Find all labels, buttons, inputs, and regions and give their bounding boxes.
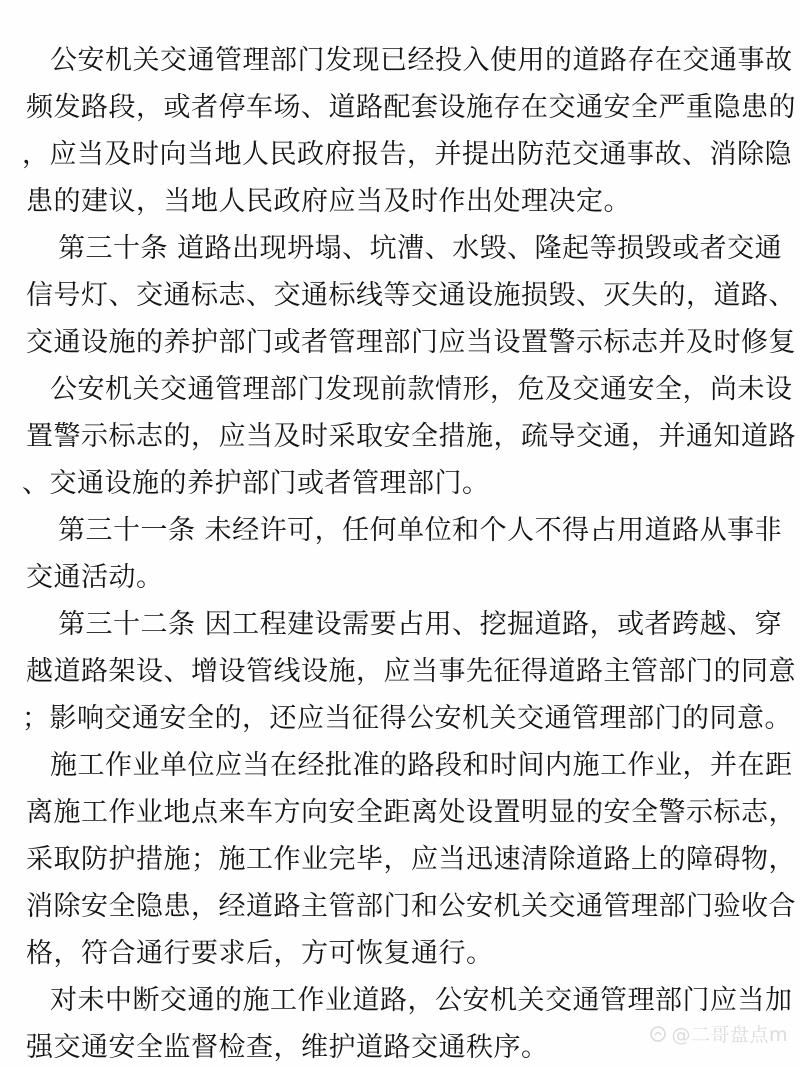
text-line: 消除安全隐患，经道路主管部门和公安机关交通管理部门验收合: [26, 891, 796, 922]
text-line: 格，符合通行要求后，方可恢复通行。: [26, 938, 494, 969]
text-line: 越道路架设、增设管线设施，应当事先征得道路主管部门的同意: [26, 656, 796, 687]
text-line: 信号灯、交通标志、交通标线等交通设施损毁、灭失的，道路、: [26, 280, 796, 311]
text-line: 采取防护措施；施工作业完毕，应当迅速清除道路上的障碍物，: [26, 844, 796, 875]
text-line: 对未中断交通的施工作业道路，公安机关交通管理部门应当加: [50, 985, 793, 1016]
text-line: 公安机关交通管理部门发现已经投入使用的道路存在交通事故: [50, 45, 793, 76]
watermark: [649, 1020, 788, 1047]
watermark-logo-icon: [649, 1025, 667, 1043]
text-line: 第三十一条 未经许可，任何单位和个人不得占用道路从事非: [58, 515, 783, 546]
text-line: 离施工作业地点来车方向安全距离处设置明显的安全警示标志，: [26, 797, 796, 828]
text-line: 第三十条 道路出现坍塌、坑漕、水毁、隆起等损毁或者交通: [58, 233, 783, 264]
text-line: 患的建议，当地人民政府应当及时作出处理决定。: [26, 186, 631, 217]
watermark-text: @二哥盘点m: [671, 1024, 788, 1046]
text-line: 交通活动。: [26, 562, 164, 593]
text-line: 频发路段，或者停车场、道路配套设施存在交通安全严重隐患的: [26, 92, 796, 123]
text-line: 交通设施的养护部门或者管理部门应当设置警示标志并及时修复: [26, 327, 796, 358]
text-line: 强交通安全监督检查，维护道路交通秩序。: [26, 1032, 549, 1063]
text-line: ；影响交通安全的，还应当征得公安机关交通管理部门的同意。: [22, 703, 792, 734]
text-line: 、交通设施的养护部门或者管理部门。: [22, 468, 490, 499]
text-line: 施工作业单位应当在经批准的路段和时间内施工作业，并在距: [50, 750, 793, 781]
text-line: 置警示标志的，应当及时采取安全措施，疏导交通，并通知道路: [26, 421, 796, 452]
text-line: 公安机关交通管理部门发现前款情形，危及交通安全，尚未设: [50, 374, 793, 405]
text-line: ，应当及时向当地人民政府报告，并提出防范交通事故、消除隐: [22, 139, 792, 170]
text-line: 第三十二条 因工程建设需要占用、挖掘道路，或者跨越、穿: [58, 609, 783, 640]
